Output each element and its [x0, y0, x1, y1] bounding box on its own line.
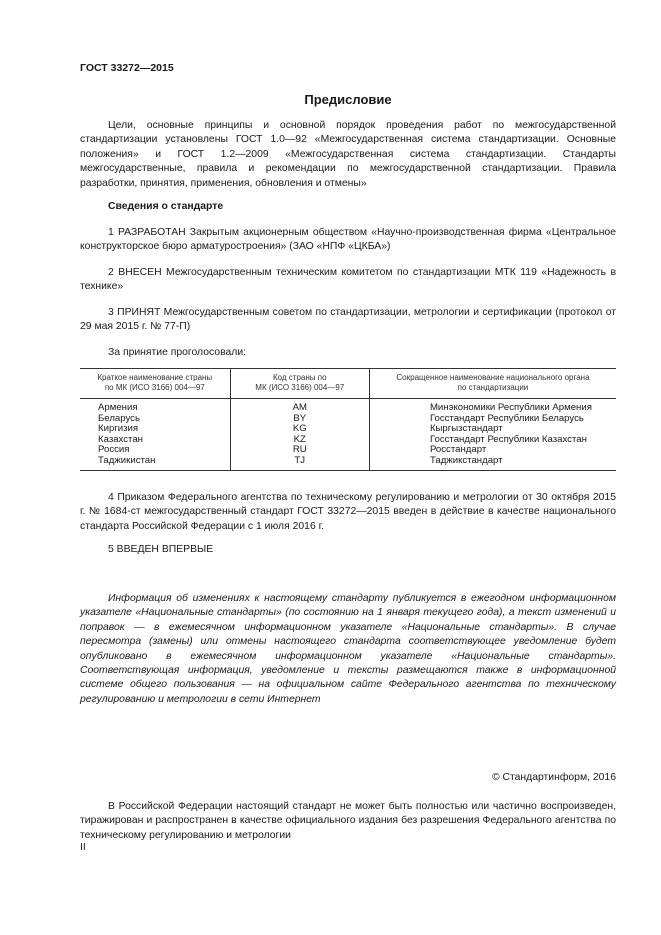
header-text: Краткое наименование страны [97, 373, 213, 382]
table-row [80, 445, 616, 456]
agency-cell: Госстандарт Республики Казахстан [429, 433, 587, 445]
notice-paragraph: Информация об изменениях к настоящему стандарту публикуется в ежегодном информационном указателе «Национальные стандарты» (по состоянию на 1 января текущего года), а текст изменений и поправок — в ежемесячном информационном указателе «Национальные стандарты». В случае пересмотра (замены) или отмены настоящего стандарта соответствующее уведомление будет опубликовано в ежемесячном информационном указателе «Национальные стандарты». Соответствующая информация, уведомление и тексты размещаются также в информационной системе общего пользования — на официальном сайте Федерального агентства по техническому регулированию и метрологии в сети Интернет [80, 593, 616, 705]
item-developed: 1 РАЗРАБОТАН Закрытым акционерным обществом «Научно-производственная фирма «Центральное конструкторское бюро арматуростроения» (ЗАО «НПФ «ЦКБА») [80, 227, 616, 253]
country-cell: Беларусь [80, 414, 230, 425]
column-header-country [80, 369, 230, 399]
header-text: по стандартизации [457, 383, 529, 392]
header-text: Код страны по [272, 373, 327, 382]
country-cell: Россия [80, 445, 230, 456]
agency-cell: Госстандарт Республики Беларусь [429, 412, 584, 424]
agency-cell: Таджикстандарт [369, 456, 616, 470]
code-cell: AM [230, 399, 369, 414]
country-cell: Киргизия [80, 424, 230, 435]
table-row [80, 435, 616, 446]
page-title: Предисловие [304, 92, 392, 107]
column-header-code [230, 369, 369, 399]
table-row [80, 456, 616, 470]
column-header-agency [369, 369, 616, 399]
country-cell: Казахстан [80, 435, 230, 446]
copyright-line: © Стандартинформ, 2016 [491, 772, 616, 783]
code-cell: KG [230, 424, 369, 435]
item-order: 4 Приказом Федерального агентства по техническому регулированию и метрологии от 30 октября 2015 г. № 1684-ст межгосударственный стандарт ГОСТ 33272—2015 введен в действие в качестве национального стандарта Российской Федерации с 1 июля 2016 г. [80, 492, 616, 532]
agency-cell: Росстандарт [429, 444, 487, 456]
header-text: МК (ИСО 3166) 004—97 [255, 383, 345, 392]
code-cell: TJ [230, 456, 369, 470]
item-adopted: 3 ПРИНЯТ Межгосударственным советом по стандартизации, метрологии и сертификации (протокол от 29 мая 2015 г. № 77-П) [80, 307, 616, 333]
item-introduced: 2 ВНЕСЕН Межгосударственным техническим комитетом по стандартизации МТК 119 «Надежность в технике» [80, 267, 616, 293]
info-heading: Сведения о стандарте [108, 201, 224, 212]
code-cell: RU [230, 445, 369, 456]
table-row [80, 399, 616, 414]
agency-cell: Кыргызстандарт [429, 423, 503, 435]
code-cell: KZ [230, 435, 369, 446]
country-cell: Армения [80, 399, 230, 414]
table-row [80, 414, 616, 425]
intro-paragraph: Цели, основные принципы и основной порядок проведения работ по межгосударственной стандартизации установлены ГОСТ 1.0—92 «Межгосударственная система стандартизации. Основные положения» и ГОСТ 1.2—2009 «Межгосударственная система стандартизации. Стандарты межгосударственные, правила и рекомендации по межгосударственной стандартизации. Правила разработки, принятия, применения, обновления и отмены» [80, 120, 616, 189]
country-cell: Таджикистан [80, 456, 230, 470]
agency-cell: Минэкономики Республики Армения [429, 402, 592, 413]
code-cell: BY [230, 414, 369, 425]
header-text: по МК (ИСО 3166) 004—97 [104, 383, 205, 392]
table-header-row [80, 369, 616, 399]
header-text: Сокращенное наименование национального органа [396, 373, 590, 382]
rights-paragraph: В Российской Федерации настоящий стандарт не может быть полностью или частично воспроизведен, тиражирован и распространен в качестве официального издания без разрешения Федерального агентства по техническому регулированию и метрологии [80, 801, 616, 841]
voted-label: За принятие проголосовали: [108, 347, 247, 358]
document-code: ГОСТ 33272—2015 [80, 62, 174, 74]
page-number: II [80, 842, 86, 853]
item-first-time: 5 ВВЕДЕН ВПЕРВЫЕ [108, 544, 214, 555]
voting-table [80, 368, 616, 471]
